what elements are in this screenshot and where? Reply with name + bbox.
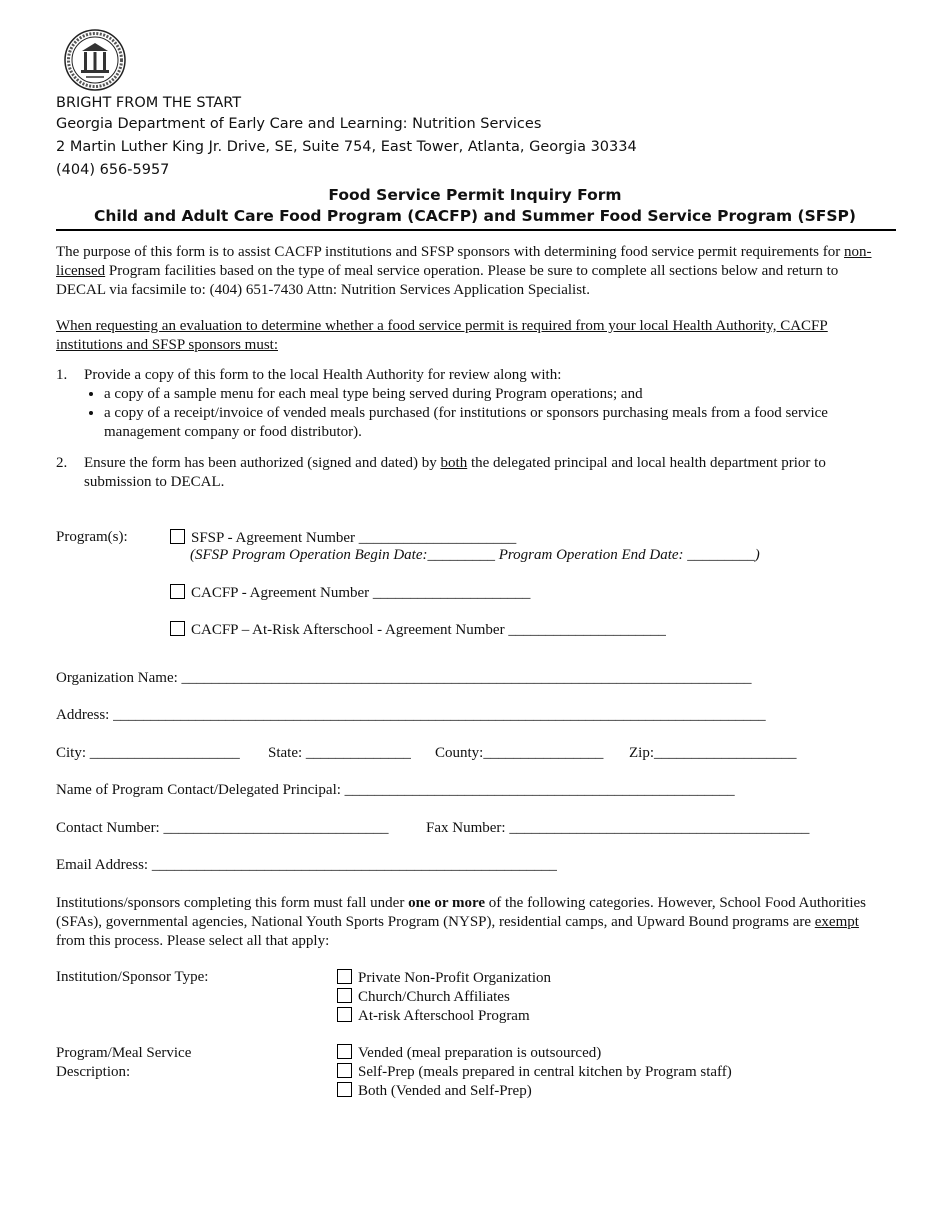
atrisk-checkbox[interactable] [170,621,185,636]
sponsor-type-options [337,969,551,1026]
checkbox[interactable] [337,969,352,984]
program-cacfp-option[interactable]: CACFP - Agreement Number _____________________ [170,584,530,602]
intro-paragraph: The purpose of this form is to assist CACFP institutions and SFSP sponsors with determining food service permit requirements for non-licensed Program facilities based on the type of meal service operation. Please be sure to complete all sections below and return to DECAL via facsimile to: (404) 651-7430 Attn: Nutrition Services Application Specialist. [56,244,872,298]
checkbox[interactable] [337,1007,352,1022]
checkbox[interactable] [337,1063,352,1078]
zip-field[interactable]: Zip:___________________ [629,745,797,761]
organization-name-field[interactable]: Organization Name: ____________________________________________________________________________ [56,670,752,686]
program-sfsp-option[interactable]: SFSP - Agreement Number _____________________ [170,529,516,547]
checkbox[interactable] [337,1082,352,1097]
bullet-sample-menu: • a copy of a sample menu for each meal type being served during Program operations; and [104,385,886,404]
email-field[interactable]: Email Address: ______________________________________________________ [56,857,557,873]
state-seal-logo [64,29,126,91]
cacfp-checkbox[interactable] [170,584,185,599]
bullet-receipt: • a copy of a receipt/invoice of vended meals purchased (for institutions or sponsors purchasing meals from a food service management company or food distributor). [104,404,886,442]
header-department: Georgia Department of Early Care and Learning: Nutrition Services [56,116,542,132]
form-title: Food Service Permit Inquiry Form [328,186,622,204]
fax-number-field[interactable]: Fax Number: ________________________________________ [426,820,810,836]
step-1: 1. Provide a copy of this form to the local Health Authority for review along with: • a copy of a sample menu for each meal type being served during Program operations; and • a copy of a receipt/invoice of vended meals purchased (for institutions or sponsors purchasing meals from a food service management company or food distributor). [56,366,886,442]
step-2: 2. Ensure the form has been authorized (signed and dated) by both the delegated principal and local health department prior to submission to DECAL. [56,455,826,490]
form-subtitle: Child and Adult Care Food Program (CACFP) and Summer Food Service Program (SFSP) [93,207,856,225]
meal-option-self-prep[interactable]: Self-Prep (meals prepared in central kitchen by Program staff) [337,1063,732,1082]
meal-service-label: Program/Meal Service Description: [56,1045,192,1080]
requirements-heading: When requesting an evaluation to determine whether a food service permit is required from your local Health Authority, CACFP institutions and SFSP sponsors must: [56,318,828,353]
address-field[interactable]: Address: _______________________________________________________________________________________ [56,707,766,723]
city-field[interactable]: City: ____________________ [56,745,240,761]
meal-service-options [337,1044,732,1101]
contact-name-field[interactable]: Name of Program Contact/Delegated Principal: ____________________________________________________ [56,782,735,798]
programs-label: Program(s): [56,529,128,545]
checkbox[interactable] [337,1044,352,1059]
state-field[interactable]: State: ______________ [268,745,411,761]
meal-option-both[interactable]: Both (Vended and Self-Prep) [337,1082,732,1101]
sponsor-type-label: Institution/Sponsor Type: [56,969,209,985]
sfsp-dates[interactable]: (SFSP Program Operation Begin Date:_________ Program Operation End Date: _________) [190,547,760,563]
sponsor-option-atrisk[interactable]: At-risk Afterschool Program [337,1007,551,1026]
sponsor-option-church[interactable]: Church/Church Affiliates [337,988,551,1007]
sfsp-checkbox[interactable] [170,529,185,544]
sponsor-option-private-nonprofit[interactable]: Private Non-Profit Organization [337,969,551,988]
title-rule [56,229,896,231]
program-atrisk-option[interactable]: CACFP – At-Risk Afterschool - Agreement Number _____________________ [170,621,666,639]
meal-option-vended[interactable]: Vended (meal preparation is outsourced) [337,1044,732,1063]
county-field[interactable]: County:________________ [435,745,604,761]
header-phone: (404) 656-5957 [56,162,170,178]
header-address: 2 Martin Luther King Jr. Drive, SE, Suite 754, East Tower, Atlanta, Georgia 30334 [56,139,637,155]
header-org-name: BRIGHT FROM THE START [56,95,242,111]
contact-number-field[interactable]: Contact Number: ______________________________ [56,820,389,836]
checkbox[interactable] [337,988,352,1003]
categories-paragraph: Institutions/sponsors completing this form must fall under one or more of the following categories. However, School Food Authorities (SFAs), governmental agencies, National Youth Sports Program (NYSP), residential camps, and Upward Bound programs are exempt from this process. Please select all that apply: [56,895,866,949]
